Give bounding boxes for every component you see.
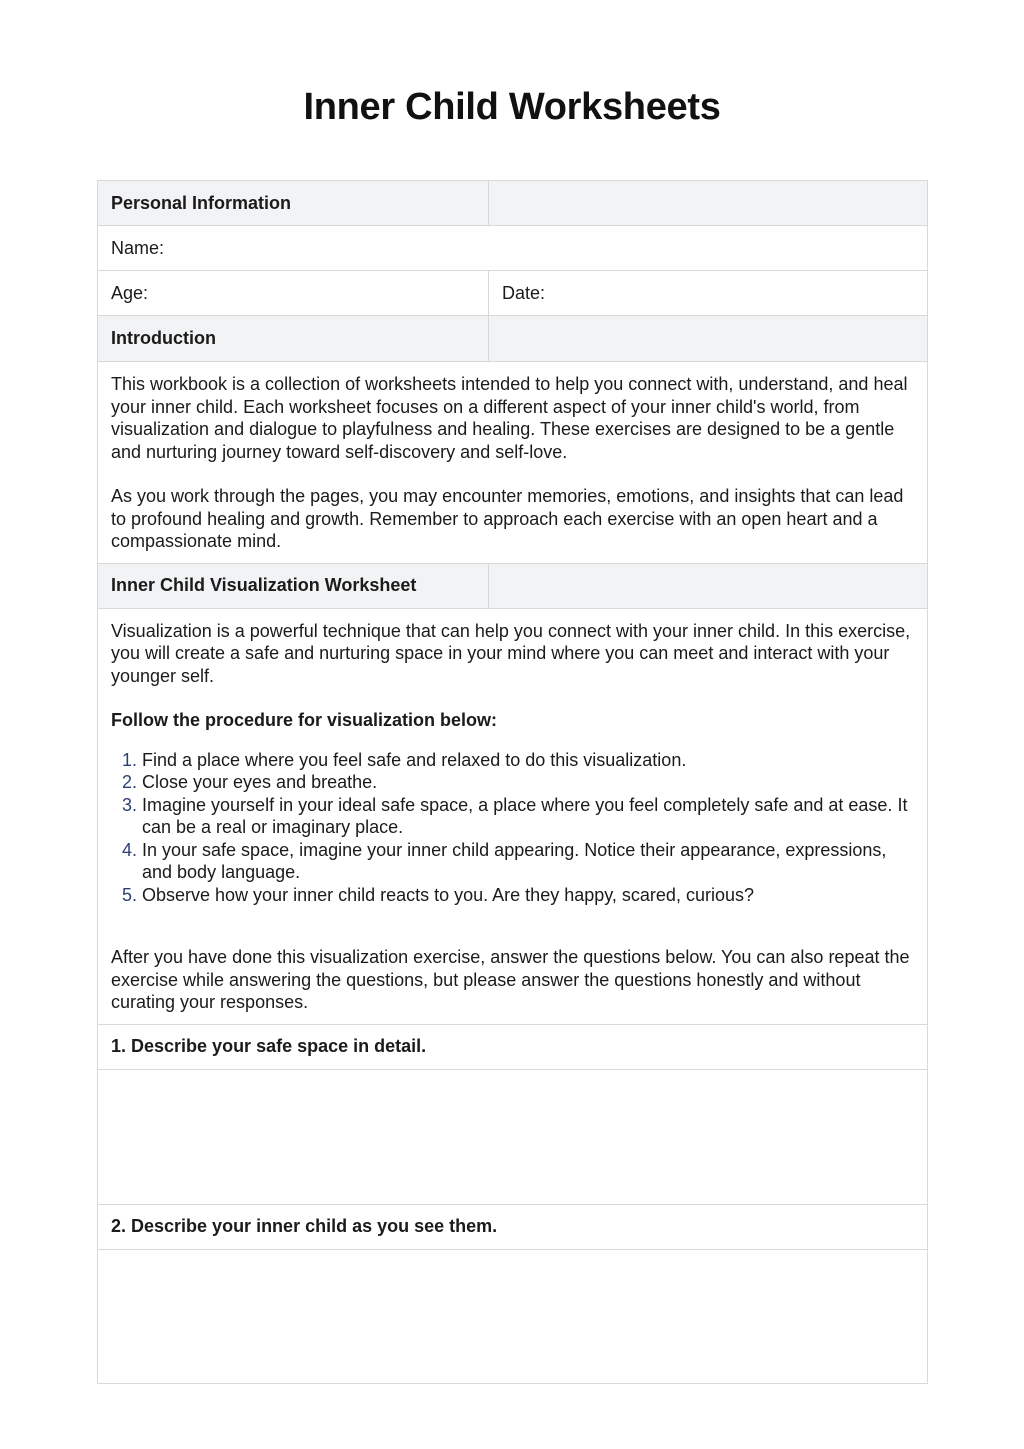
visualization-body-row <box>98 609 927 1025</box>
answer-1-row <box>98 1070 927 1205</box>
name-label: Name: <box>111 237 165 258</box>
procedure-steps-list <box>111 749 914 907</box>
age-date-row <box>98 271 927 316</box>
answer-2-row <box>98 1250 927 1383</box>
answer-2-field[interactable] <box>98 1250 927 1383</box>
introduction-body <box>98 362 927 563</box>
visualization-paragraph: Visualization is a powerful technique that can help you connect with your inner child. In this exercise, you will create a safe and nurturing space in your mind where you can meet and interact with your younger self. <box>111 620 911 686</box>
introduction-paragraph-1: This workbook is a collection of worksheets intended to help you connect with, understand, and heal your inner child. Each worksheet focuses on a different aspect of your inner child's world, from visualization and dialogue to playfulness and healing. These exercises are designed to be a gentle and nurturing journey toward self-discovery and self-love. <box>111 374 908 462</box>
date-label: Date: <box>502 282 546 303</box>
personal-info-heading-blank <box>489 181 927 225</box>
procedure-heading: Follow the procedure for visualization below: <box>111 710 498 730</box>
introduction-heading-blank <box>489 316 927 361</box>
visualization-heading-blank <box>489 564 927 608</box>
question-2-row <box>98 1205 927 1250</box>
visualization-body <box>98 609 927 1024</box>
introduction-heading: Introduction <box>98 316 489 361</box>
personal-info-header-row <box>98 181 927 226</box>
age-field[interactable] <box>98 271 489 315</box>
question-1-label: 1. Describe your safe space in detail. <box>98 1025 927 1069</box>
procedure-step: 4. In your safe space, imagine your inner child appearing. Notice their appearance, expressions, and body language. <box>142 839 914 884</box>
introduction-paragraph-2: As you work through the pages, you may encounter memories, emotions, and insights that can lead to profound healing and growth. Remember to approach each exercise with an open heart and a compassionate mind. <box>111 486 904 551</box>
after-exercise-paragraph: After you have done this visualization exercise, answer the questions below. You can also repeat the exercise while answering the questions, but please answer the questions honestly and without curating your responses. <box>111 947 910 1012</box>
answer-1-field[interactable] <box>98 1070 927 1204</box>
introduction-body-row <box>98 362 927 564</box>
procedure-step: 3. Imagine yourself in your ideal safe space, a place where you feel completely safe and at ease. It can be a real or imaginary place. <box>142 794 914 839</box>
page-title: Inner Child Worksheets <box>303 86 721 128</box>
visualization-header-row <box>98 564 927 609</box>
age-label: Age: <box>111 282 149 303</box>
question-2-label: 2. Describe your inner child as you see them. <box>98 1205 927 1249</box>
procedure-step: 1. Find a place where you feel safe and relaxed to do this visualization. <box>142 749 914 772</box>
procedure-step: 5. Observe how your inner child reacts to you. Are they happy, scared, curious? <box>142 884 914 907</box>
name-field[interactable] <box>98 226 927 270</box>
personal-info-heading: Personal Information <box>98 181 489 225</box>
date-field[interactable] <box>489 271 927 315</box>
question-1-row <box>98 1025 927 1070</box>
name-row <box>98 226 927 271</box>
introduction-header-row <box>98 316 927 362</box>
procedure-step: 2. Close your eyes and breathe. <box>142 771 914 794</box>
visualization-heading: Inner Child Visualization Worksheet <box>98 564 489 608</box>
worksheet-table <box>97 180 928 1384</box>
